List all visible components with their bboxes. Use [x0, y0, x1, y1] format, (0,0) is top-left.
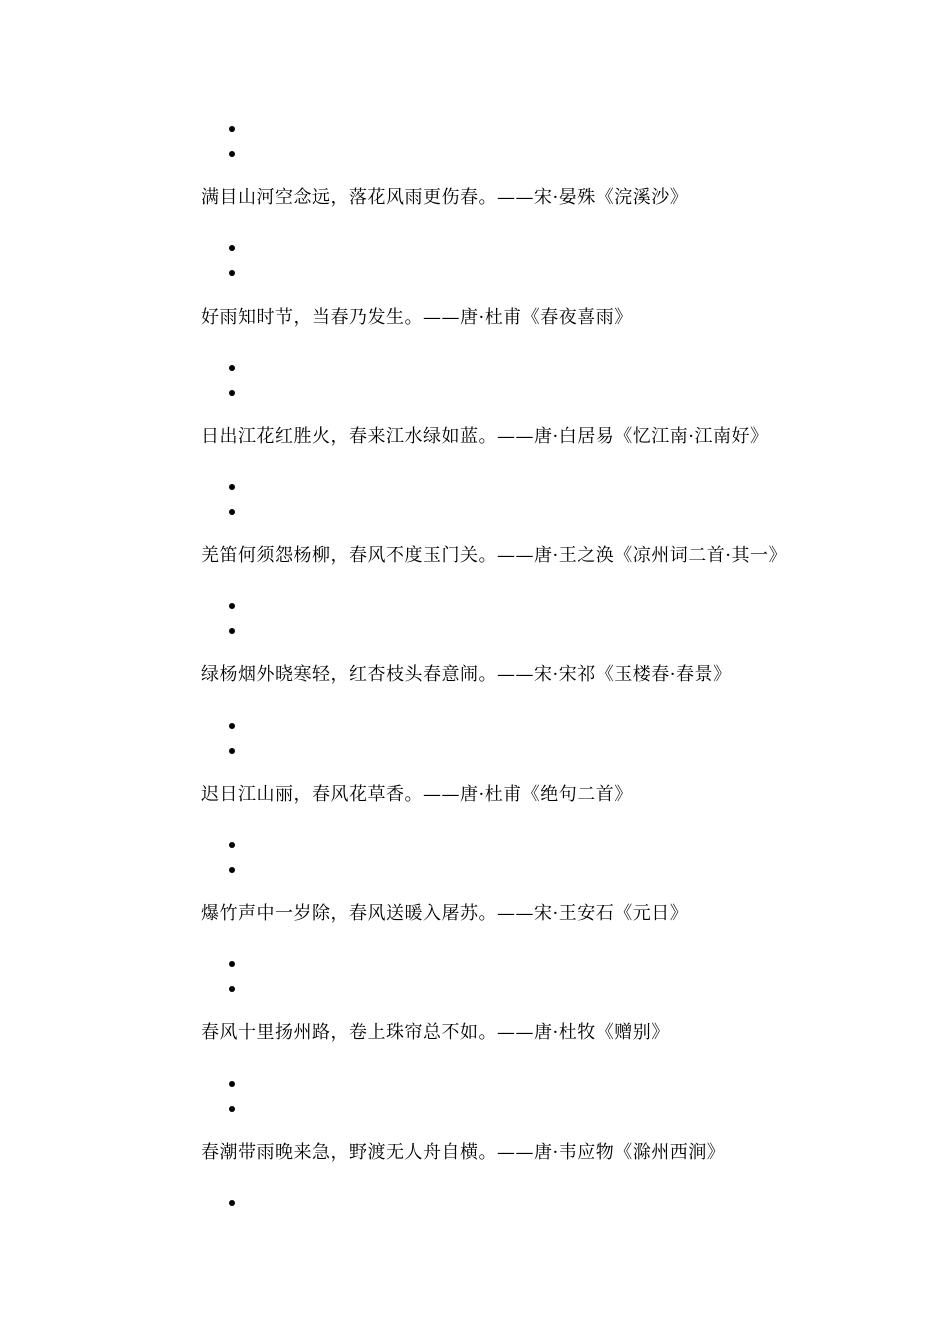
poem-quote: 绿杨烟外晓寒轻，红杏枝头春意闹。——宋·宋祁《玉楼春·春景》 [201, 664, 732, 685]
list-bullet [229, 1106, 235, 1112]
poem-quote: 春潮带雨晚来急，野渡无人舟自横。——唐·韦应物《滁州西涧》 [201, 1142, 726, 1163]
list-bullet [229, 867, 235, 873]
poem-quote: 迟日江山丽，春风花草香。——唐·杜甫《绝句二首》 [201, 784, 633, 805]
list-bullet [229, 748, 235, 754]
poem-quote: 满目山河空念远，落花风雨更伤春。——宋·晏殊《浣溪沙》 [201, 187, 689, 208]
list-bullet [229, 245, 235, 251]
poem-quote: 爆竹声中一岁除，春风送暖入屠苏。——宋·王安石《元日》 [201, 903, 689, 924]
list-bullet [229, 484, 235, 490]
list-bullet [229, 723, 235, 729]
list-bullet [229, 628, 235, 634]
list-bullet [229, 961, 235, 967]
list-bullet [229, 151, 235, 157]
list-bullet [229, 270, 235, 276]
poem-quote: 羌笛何须怨杨柳，春风不度玉门关。——唐·王之涣《凉州词二首·其一》 [201, 545, 787, 566]
list-bullet [229, 842, 235, 848]
list-bullet [229, 603, 235, 609]
list-bullet [229, 365, 235, 371]
poem-quote: 春风十里扬州路，卷上珠帘总不如。——唐·杜牧《赠别》 [201, 1022, 670, 1043]
list-bullet [229, 1200, 235, 1206]
poem-quote: 好雨知时节，当春乃发生。——唐·杜甫《春夜喜雨》 [201, 307, 633, 328]
list-bullet [229, 509, 235, 515]
list-bullet [229, 390, 235, 396]
list-bullet [229, 1081, 235, 1087]
list-bullet [229, 986, 235, 992]
list-bullet [229, 126, 235, 132]
poem-quote: 日出江花红胜火，春来江水绿如蓝。——唐·白居易《忆江南·江南好》 [201, 426, 769, 447]
